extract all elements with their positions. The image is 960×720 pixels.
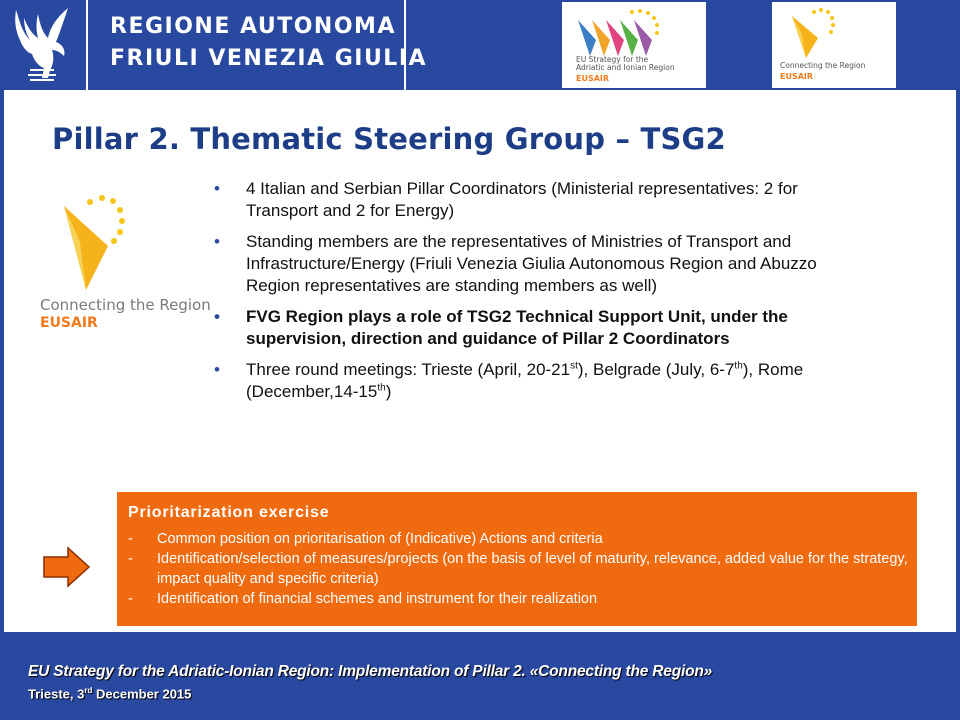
side-logo-brand: EUSAIR: [40, 315, 98, 331]
right-arrow-icon: [42, 546, 92, 588]
bullet-text: 4 Italian and Serbian Pillar Coordinators (Ministerial representatives: 2 for Transport and 2 for Energy): [246, 179, 798, 220]
eusair-strategy-logo: [562, 2, 706, 88]
eusair-strategy-line-1: EU Strategy for the: [576, 55, 649, 64]
eusair-logo-icon: [562, 2, 706, 62]
eusair-strategy-brand: EUSAIR: [576, 74, 610, 83]
footer-date-suffix: December 2015: [92, 686, 192, 702]
bullet-marker: •: [214, 307, 220, 326]
meetings-sup-1: st: [570, 360, 578, 372]
prioritization-title: Prioritarization exercise: [128, 504, 330, 521]
list-item: [128, 549, 908, 589]
meetings-part-3: ), Rome (December,14-15: [246, 360, 804, 401]
list-item: [214, 178, 854, 222]
region-name-line-1: REGIONE AUTONOMA: [110, 14, 396, 39]
eusair-logo-icon: [50, 188, 170, 292]
header-bar: [0, 0, 960, 90]
region-name-line-2: FRIULI VENEZIA GIULIA: [110, 46, 428, 71]
bullet-text: FVG Region plays a role of TSG2 Technical Support Unit, under the supervision, direction and guidance of Pillar 2 Coordinators: [246, 307, 788, 348]
list-item: [214, 306, 854, 350]
list-item: [214, 359, 854, 403]
connecting-region-small-text: Connecting the Region: [780, 61, 866, 70]
eusair-strategy-line-2: Adriatic and Ionian Region: [576, 63, 675, 72]
side-eusair-logo: [34, 188, 214, 338]
prioritization-item-text: Identification of financial schemes and instrument for their realization: [157, 591, 598, 607]
eusair-logo-icon: [772, 2, 896, 62]
connecting-region-small-brand: EUSAIR: [780, 72, 814, 81]
footer-date: [28, 686, 191, 701]
bullet-marker: •: [214, 179, 220, 198]
region-name-block: [88, 0, 428, 90]
eagle-emblem-icon: [8, 4, 76, 84]
footer-bar: [0, 635, 960, 720]
prioritization-item-text: Common position on prioritarisation of (Indicative) Actions and criteria: [157, 531, 603, 547]
meetings-sup-3: th: [377, 382, 386, 394]
prioritization-list: [128, 529, 908, 609]
meetings-part-4: ): [385, 382, 392, 401]
list-item: [128, 589, 908, 609]
meetings-part-1: Three round meetings: Trieste (April, 20-21: [246, 360, 571, 379]
bullet-list: [214, 178, 854, 412]
bullet-marker: •: [214, 232, 220, 251]
meetings-text: [246, 360, 803, 401]
slide-title: Pillar 2. Thematic Steering Group – TSG2: [52, 122, 726, 156]
footer-date-sup: rd: [84, 686, 93, 695]
list-item: [214, 231, 854, 297]
prioritization-item-text: Identification/selection of measures/projects (on the basis of level of maturity, relevance, added value for the strategy, impact quality and specific criteria): [157, 551, 908, 587]
footer-title: EU Strategy for the Adriatic-Ionian Region: Implementation of Pillar 2. «Connecting the Region»: [28, 663, 713, 680]
meetings-part-2: ), Belgrade (July, 6-7: [577, 360, 735, 379]
meetings-sup-2: th: [734, 360, 743, 372]
connecting-region-logo: [772, 2, 896, 88]
left-frame-border: [0, 90, 4, 720]
prioritization-box: [117, 492, 917, 626]
bullet-text: Standing members are the representatives of Ministries of Transport and Infrastructure/Energy (Friuli Venezia Giulia Autonomous Region and Abuzzo Region representatives are standing members as well): [246, 232, 817, 295]
side-logo-text: Connecting the Region: [40, 296, 211, 314]
eagle-emblem: [0, 0, 88, 90]
dash-marker: -: [128, 591, 133, 607]
bullet-marker: •: [214, 360, 220, 379]
dash-marker: -: [128, 531, 133, 547]
list-item: [128, 529, 908, 549]
footer-date-prefix: Trieste, 3: [28, 686, 85, 702]
right-frame-border: [956, 90, 960, 720]
dash-marker: -: [128, 551, 133, 567]
